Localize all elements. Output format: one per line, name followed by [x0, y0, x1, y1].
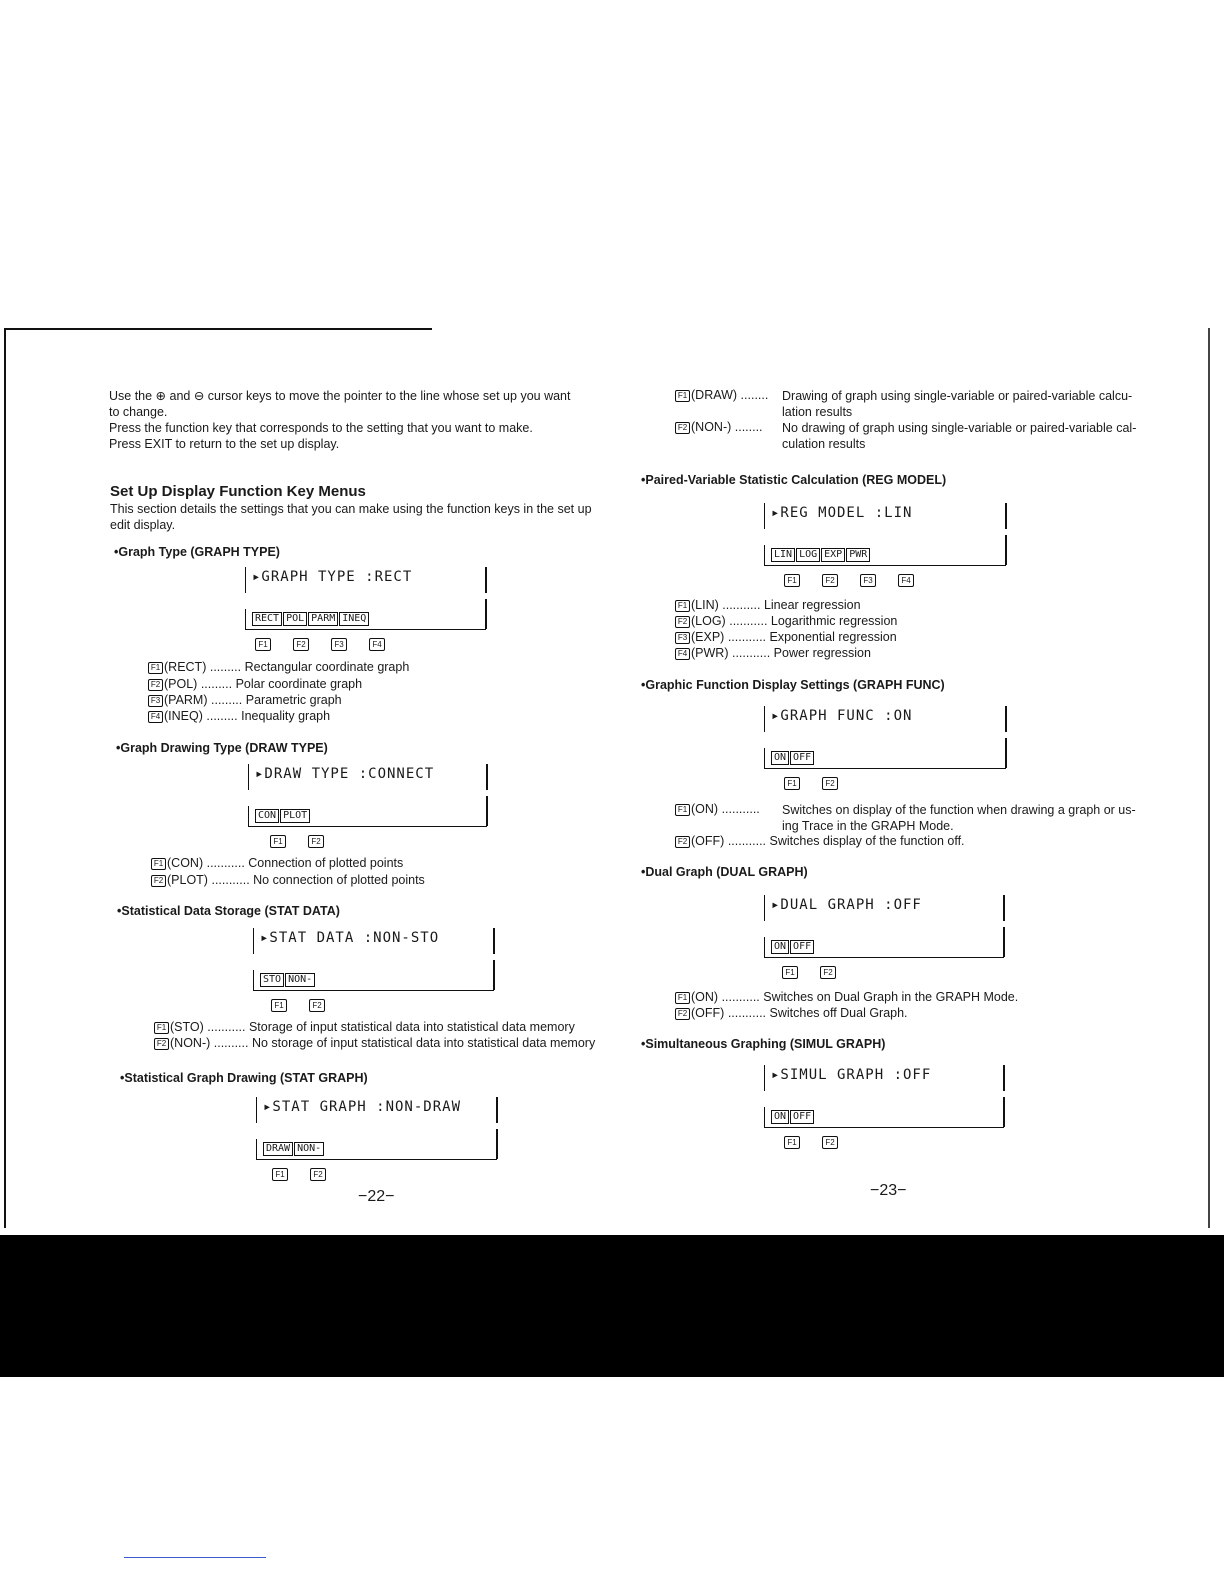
- graph-type-menu: RECT POL PARM INEQ: [245, 609, 486, 630]
- scan-black-band: [0, 1235, 1224, 1377]
- stat-graph-option-desc: culation results: [782, 437, 866, 451]
- graph-type-option: F3 (PARM) ......... Parametric graph: [148, 693, 342, 707]
- graph-type-option: F1 (RECT) ......... Rectangular coordinate graph: [148, 660, 409, 674]
- stat-data-option: F1 (STO) ........... Storage of input statistical data into statistical data memory: [154, 1020, 575, 1034]
- stat-graph-option-desc: Drawing of graph using single-variable or paired-variable calcu-: [782, 389, 1133, 403]
- section-heading: Set Up Display Function Key Menus: [110, 483, 366, 500]
- f1-key-icon: F1: [255, 638, 271, 651]
- dual-graph-screen: ▸DUAL GRAPH :OFF ON OFF F1 F2: [764, 895, 1008, 985]
- stat-data-title: •Statistical Data Storage (STAT DATA): [117, 904, 340, 918]
- page-left-rule: [4, 328, 6, 1228]
- stat-graph-screen: ▸STAT GRAPH :NON-DRAW DRAW NON- F1 F2: [256, 1097, 498, 1187]
- dual-graph-option: F1 (ON) ........... Switches on Dual Graph in the GRAPH Mode.: [675, 990, 1018, 1004]
- f1-key-icon: F1: [784, 777, 800, 790]
- page-number-right: −23−: [870, 1182, 907, 1199]
- f3-key-icon: F3: [331, 638, 347, 651]
- f4-key-icon: F4: [369, 638, 385, 651]
- stat-data-menu: STO NON-: [253, 970, 494, 991]
- dual-graph-menu: ON OFF: [764, 937, 1004, 958]
- f2-key-icon: F2: [820, 966, 836, 979]
- graph-func-option: F1 (ON) ...........: [675, 802, 760, 816]
- f2-key-icon: F2: [309, 999, 325, 1012]
- f1-key-icon: F1: [271, 999, 287, 1012]
- f2-key-icon: F2: [293, 638, 309, 651]
- stat-graph-option-desc: No drawing of graph using single-variable or paired-variable cal-: [782, 421, 1137, 435]
- stat-graph-option-desc: lation results: [782, 405, 853, 419]
- reg-model-screen: ▸REG MODEL :LIN LIN LOG EXP PWR F1 F2 F3 F4: [764, 503, 1008, 593]
- reg-model-keys: [784, 571, 936, 587]
- graph-type-option: F4 (INEQ) ......... Inequality graph: [148, 709, 330, 723]
- draw-type-screen: ▸DRAW TYPE :CONNECT CON PLOT F1 F2: [248, 764, 490, 854]
- f1-key-icon: F1: [272, 1168, 288, 1181]
- stat-data-screen: ▸STAT DATA :NON-STO STO NON- F1 F2: [253, 928, 495, 1018]
- page-number-left: −22−: [358, 1188, 395, 1205]
- graph-type-title: •Graph Type (GRAPH TYPE): [114, 545, 280, 559]
- f1-key-icon: F1: [784, 1136, 800, 1149]
- reg-model-option: F3 (EXP) ........... Exponential regression: [675, 630, 897, 644]
- graph-func-title: •Graphic Function Display Settings (GRAPH FUNC): [641, 678, 945, 692]
- stat-graph-keys: [272, 1165, 348, 1181]
- graph-func-menu: ON OFF: [764, 748, 1006, 769]
- simul-graph-screen: ▸SIMUL GRAPH :OFF ON OFF F1 F2: [764, 1065, 1008, 1155]
- f2-key-icon: F2: [308, 835, 324, 848]
- dual-graph-keys: [782, 963, 858, 979]
- page-top-rule: [4, 328, 432, 330]
- stat-graph-menu: DRAW NON-: [256, 1139, 497, 1160]
- draw-type-title: •Graph Drawing Type (DRAW TYPE): [116, 741, 328, 755]
- simul-graph-keys: [784, 1133, 860, 1149]
- footer-rule: [124, 1557, 266, 1558]
- graph-func-option: F2 (OFF) ........... Switches display of the function off.: [675, 834, 965, 848]
- reg-model-menu: LIN LOG EXP PWR: [764, 545, 1006, 566]
- f2-key-icon: F2: [822, 1136, 838, 1149]
- draw-type-menu: CON PLOT: [248, 806, 487, 827]
- graph-func-option-desc: ing Trace in the GRAPH Mode.: [782, 819, 954, 833]
- graph-type-keys: [255, 635, 407, 651]
- f1-key-icon: F1: [270, 835, 286, 848]
- f1-key-icon: F1: [784, 574, 800, 587]
- page-right-rule: [1208, 328, 1210, 1228]
- f3-key-icon: F3: [860, 574, 876, 587]
- f4-key-icon: F4: [898, 574, 914, 587]
- stat-data-option: F2 (NON-) .......... No storage of input statistical data into statistical data memory: [154, 1036, 595, 1050]
- graph-type-option: F2 (POL) ......... Polar coordinate graph: [148, 677, 362, 691]
- stat-graph-option: F2 (NON-) ........: [675, 420, 763, 434]
- f2-key-icon: F2: [822, 574, 838, 587]
- f1-key-icon: F1: [782, 966, 798, 979]
- reg-model-option: F4 (PWR) ........... Power regression: [675, 646, 871, 660]
- f2-key-icon: F2: [822, 777, 838, 790]
- reg-model-option: F2 (LOG) ........... Logarithmic regression: [675, 614, 897, 628]
- dual-graph-title: •Dual Graph (DUAL GRAPH): [641, 865, 808, 879]
- section-description: This section details the settings that you can make using the function keys in the set up edit display.: [110, 502, 592, 532]
- reg-model-option: F1 (LIN) ........... Linear regression: [675, 598, 861, 612]
- graph-func-screen: ▸GRAPH FUNC :ON ON OFF F1 F2: [764, 706, 1008, 796]
- f2-key-icon: F2: [310, 1168, 326, 1181]
- draw-type-option: F1 (CON) ........... Connection of plotted points: [151, 856, 403, 870]
- dual-graph-option: F2 (OFF) ........... Switches off Dual Graph.: [675, 1006, 908, 1020]
- stat-graph-title: •Statistical Graph Drawing (STAT GRAPH): [120, 1071, 368, 1085]
- draw-type-keys: [270, 832, 346, 848]
- intro-text: Use the ⊕ and ⊖ cursor keys to move the pointer to the line whose set up you want to change. Press the function key that corresponds to the setting that you want to make. Press EXIT to return to the set up display.: [109, 389, 571, 451]
- stat-graph-option: F1 (DRAW) ........: [675, 388, 768, 402]
- simul-graph-title: •Simultaneous Graphing (SIMUL GRAPH): [641, 1037, 886, 1051]
- graph-func-keys: [784, 774, 860, 790]
- graph-func-option-desc: Switches on display of the function when drawing a graph or us-: [782, 803, 1136, 817]
- stat-data-keys: [271, 996, 347, 1012]
- reg-model-title: •Paired-Variable Statistic Calculation (REG MODEL): [641, 473, 947, 487]
- draw-type-option: F2 (PLOT) ........... No connection of plotted points: [151, 873, 425, 887]
- graph-type-screen: ▸GRAPH TYPE :RECT RECT POL PARM INEQ F1 F2 F3 F4: [245, 567, 487, 657]
- simul-graph-menu: ON OFF: [764, 1107, 1004, 1128]
